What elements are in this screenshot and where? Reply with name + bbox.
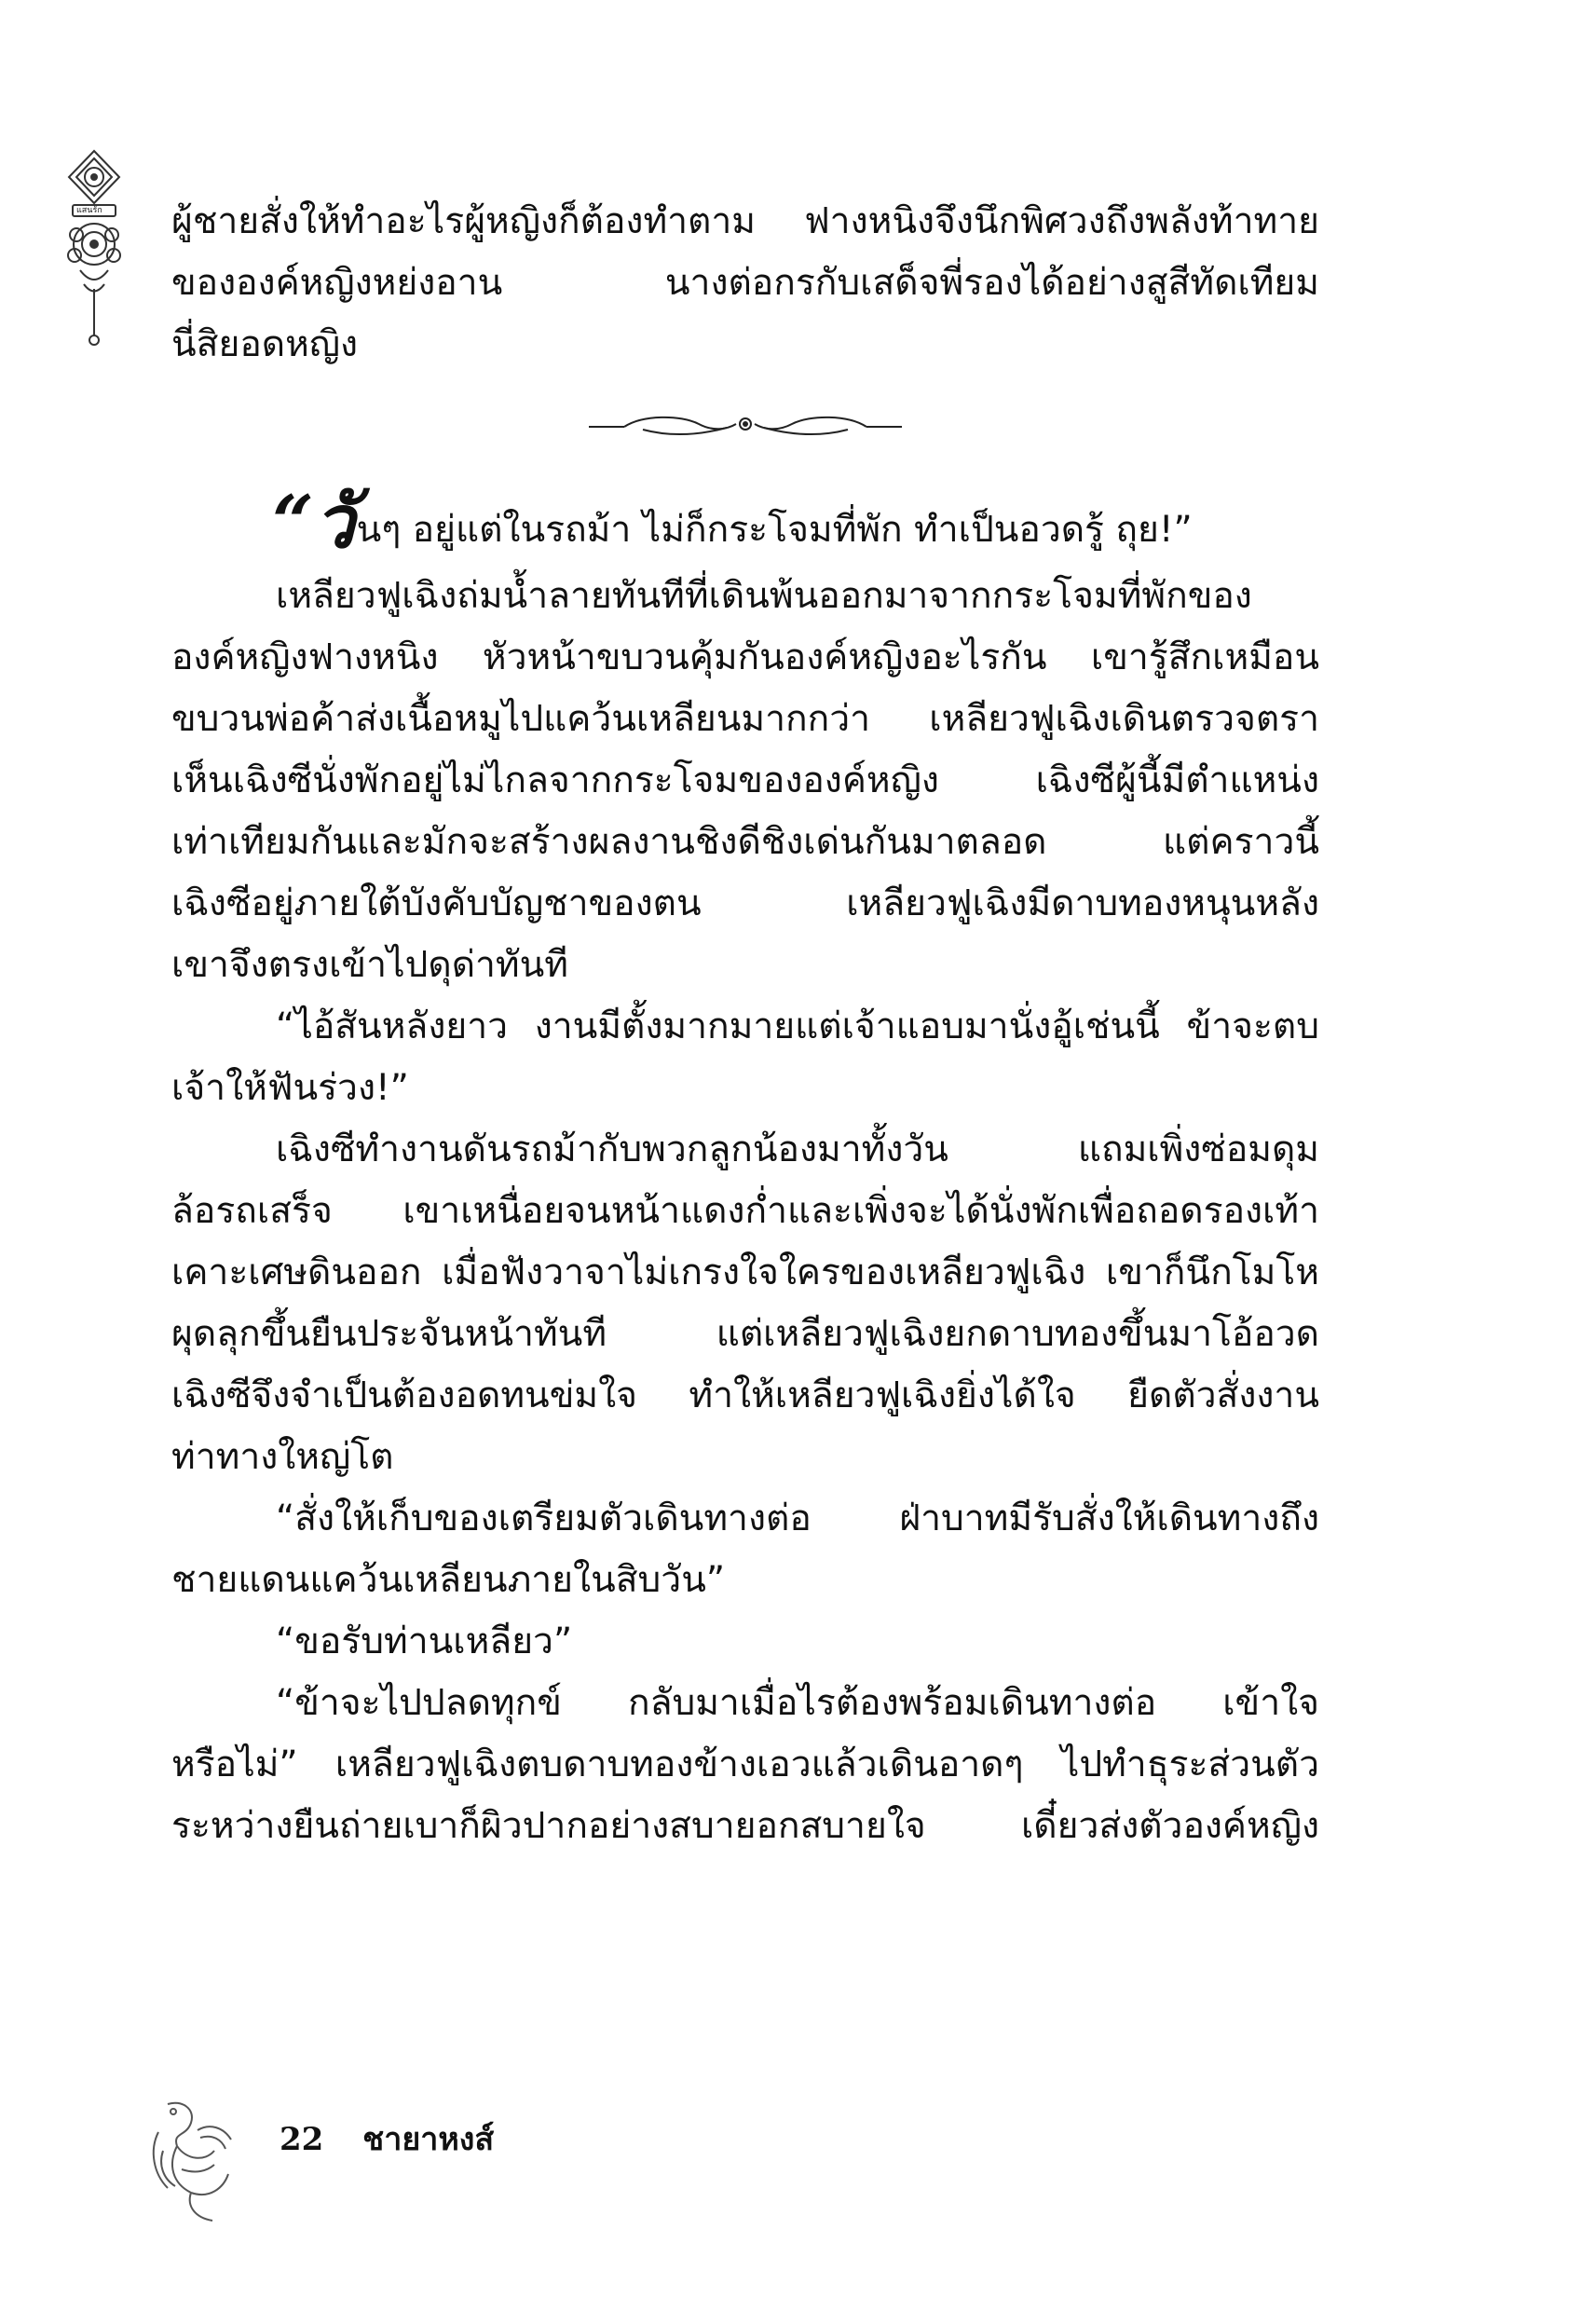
text-line: เจ้าให้ฟันร่วง!” [171,1067,409,1109]
book-title: ชายาหงส์ [362,2121,495,2158]
text-line: “สั่งให้เก็บของเตรียมตัวเดินทางต่อ ฝ่าบาทมีรับสั่งให้เดินทางถึง [276,1497,1319,1539]
text-line: ผุดลุกขึ้นยืนประจันหน้าทันที แต่เหลียวฟูเฉิงยกดาบทองขึ้นมาโอ้อวด [171,1313,1319,1355]
section-divider [171,376,1319,476]
text-line: หรือไม่” เหลียวฟูเฉิงตบดาบทองข้างเอวแล้วเดินอาดๆ ไปทำธุระส่วนตัว [171,1744,1319,1785]
text-line: เฉิงซีทำงานดันรถม้ากับพวกลูกน้องมาทั้งวัน แถมเพิ่งซ่อมดุม [276,1128,1319,1170]
corner-ornament-label: แสนรัก [76,206,102,215]
chapter-opening-line [171,480,1319,566]
text-line: ชายแดนแคว้นเหลียนภายในสิบวัน” [171,1559,726,1601]
page-body [171,191,1319,1857]
text-line: นี่สิยอดหญิง [171,323,359,365]
text-line: เฉิงซีจึงจำเป็นต้องอดทนข่มใจ ทำให้เหลียวฟูเฉิงยิ่งได้ใจ ยืดตัวสั่งงาน [171,1374,1319,1416]
page-number: 22 [280,2121,324,2158]
text-line: ขบวนพ่อค้าส่งเนื้อหมูไปแคว้นเหลียนมากกว่า เหลียวฟูเฉิงเดินตรวจตรา [171,698,1319,740]
scroll-flourish-icon [587,413,904,441]
phoenix-ornament [140,2095,242,2229]
floral-medallion-icon [61,149,127,363]
text-line: “ไอ้สันหลังยาว งานมีตั้งมากมายแต่เจ้าแอบมานั่งอู้เช่นนี้ ข้าจะตบ [276,1005,1319,1047]
text-line: “ข้าจะไปปลดทุกข์ กลับมาเมื่อไรต้องพร้อมเดินทางต่อ เข้าใจ [276,1682,1319,1724]
drop-line-text: นๆ อยู่แต่ในรถม้า ไม่ก็กระโจมที่พัก ทำเป็นอวดรู้ ถุย!” [356,509,1193,551]
phoenix-icon [140,2095,242,2225]
text-line: เหลียวฟูเฉิงถ่มน้ำลายทันทีที่เดินพ้นออกมาจากกระโจมที่พักของ [276,575,1252,617]
text-line: เท่าเทียมกันและมักจะสร้างผลงานชิงดีชิงเด่นกันมาตลอด แต่คราวนี้ [171,821,1319,863]
text-line: ระหว่างยืนถ่ายเบาก็ผิวปากอย่างสบายอกสบายใจ เดี๋ยวส่งตัวองค์หญิง [171,1805,1319,1847]
drop-cap: “วั [272,480,355,565]
text-line: ล้อรถเสร็จ เขาเหนื่อยจนหน้าแดงก่ำและเพิ่งจะได้นั่งพักเพื่อถอดรองเท้า [171,1190,1319,1232]
text-line: เฉิงซีอยู่ภายใต้บังคับบัญชาของตน เหลียวฟูเฉิงมีดาบทองหนุนหลัง [171,882,1319,924]
text-line: เห็นเฉิงซีนั่งพักอยู่ไม่ไกลจากกระโจมขององค์หญิง เฉิงซีผู้นี้มีตำแหน่ง [171,759,1319,801]
text-line: องค์หญิงฟางหนิง หัวหน้าขบวนคุ้มกันองค์หญิงอะไรกัน เขารู้สึกเหมือน [171,636,1319,678]
text-line: ขององค์หญิงหย่งอาน นางต่อกรกับเสด็จพี่รองได้อย่างสูสีทัดเทียม [171,262,1319,304]
text-line: ผู้ชายสั่งให้ทำอะไรผู้หญิงก็ต้องทำตาม ฟางหนิงจึงนึกพิศวงถึงพลังท้าทาย [171,200,1319,242]
text-line: เคาะเศษดินออก เมื่อฟังวาจาไม่เกรงใจใครของเหลียวฟูเฉิง เขาก็นึกโมโห [171,1251,1319,1293]
text-line: ท่าทางใหญ่โต [171,1436,394,1478]
text-line: “ขอรับท่านเหลียว” [276,1620,573,1662]
page-footer [280,2113,494,2164]
text-line: เขาจึงตรงเข้าไปดุด่าทันที [171,944,568,986]
corner-ornament [61,149,127,367]
